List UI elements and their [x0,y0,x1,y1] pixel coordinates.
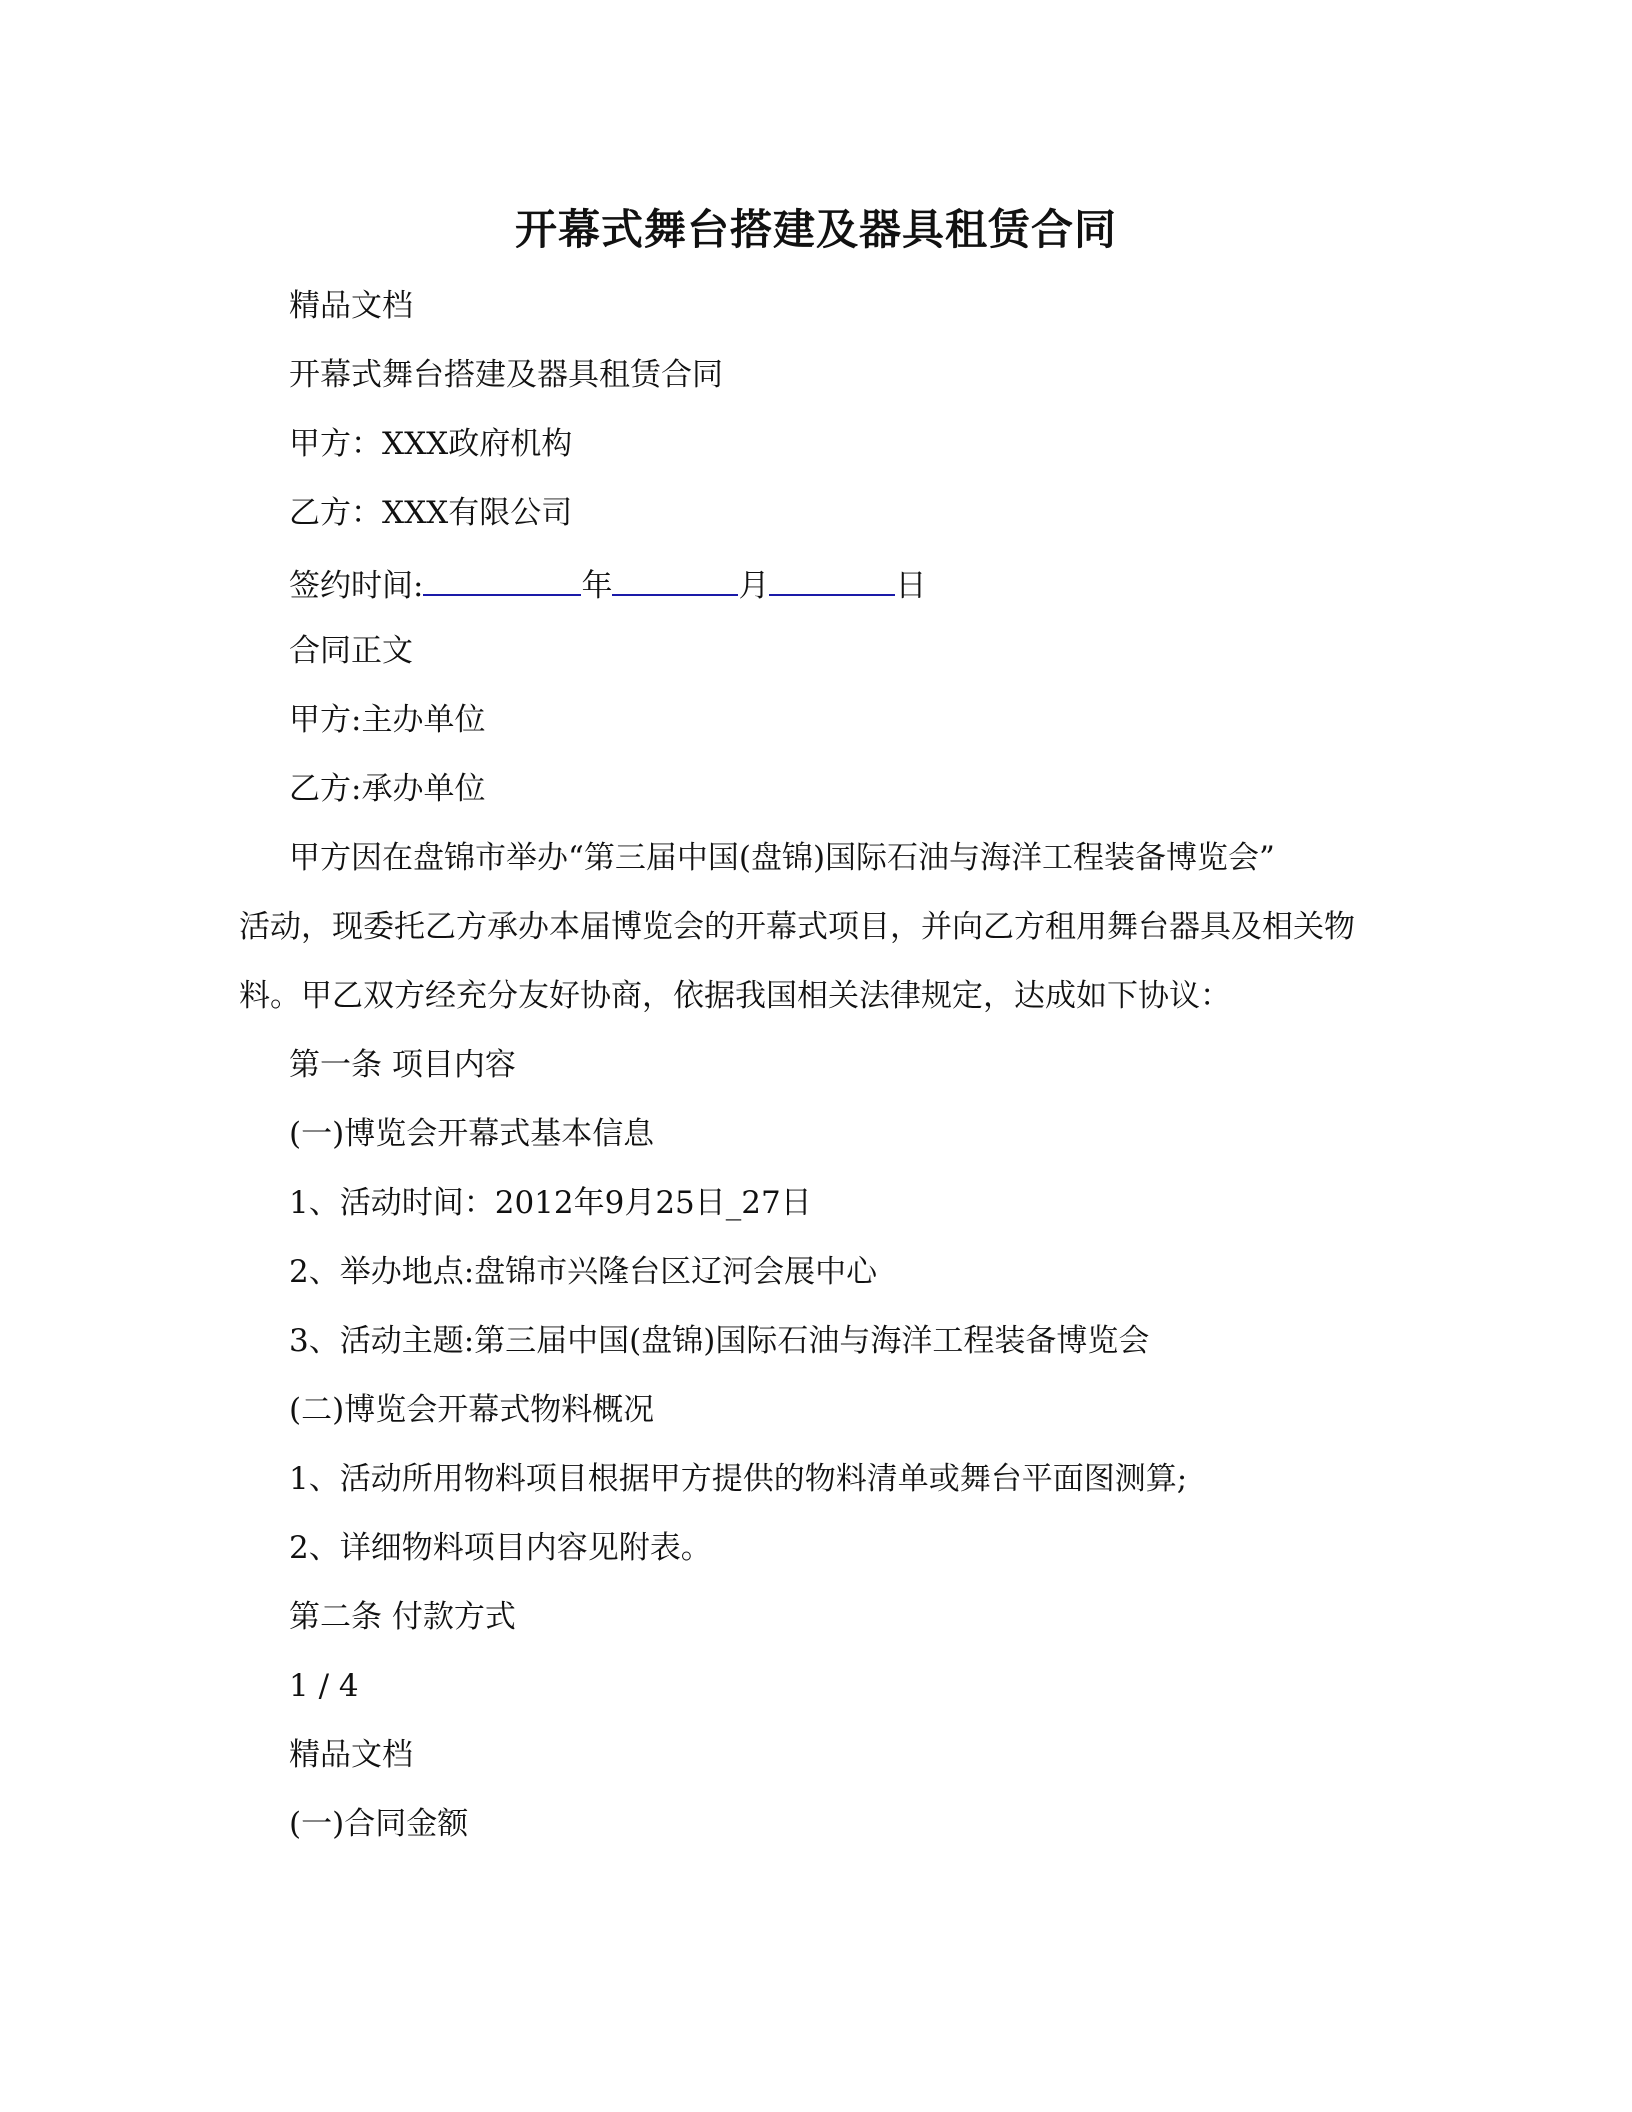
party-a: 甲方：XXX政府机构 [289,426,573,462]
document-title: 开幕式舞台搭建及器具租赁合同 [514,205,1117,254]
signing-year-blank [423,560,581,596]
signing-month-blank [612,560,738,596]
party-b-role: 乙方:承办单位 [289,771,486,807]
intro-paragraph-line-3: 料。甲乙双方经充分友好协商，依据我国相关法律规定，达成如下协议： [239,978,1231,1014]
event-place-item: 2、举办地点:盘锦市兴隆台区辽河会展中心 [289,1254,878,1290]
article-1-heading: 第一条 项目内容 [289,1047,516,1083]
header-label: 精品文档 [289,288,413,324]
signing-day-label: 日 [895,568,927,604]
party-b: 乙方：XXX有限公司 [289,495,573,531]
party-a-role: 甲方:主办单位 [289,702,486,738]
signing-label: 签约时间: [289,568,424,604]
signing-year-label: 年 [581,568,613,604]
signing-month-label: 月 [738,568,770,604]
contract-subtitle: 开幕式舞台搭建及器具租赁合同 [289,357,723,393]
body-heading: 合同正文 [289,633,413,669]
intro-paragraph-line-2: 活动，现委托乙方承办本届博览会的开幕式项目，并向乙方租用舞台器具及相关物 [239,909,1355,945]
material-item-2: 2、详细物料项目内容见附表。 [289,1530,712,1566]
event-theme-item: 3、活动主题:第三届中国(盘锦)国际石油与海洋工程装备博览会 [289,1323,1150,1359]
page-number: 1 / 4 [289,1668,359,1704]
event-time-item: 1、活动时间：2012年9月25日_27日 [289,1185,812,1221]
signing-day-blank [769,560,895,596]
article-2-heading: 第二条 付款方式 [289,1599,516,1635]
header-label-page-2: 精品文档 [289,1737,413,1773]
section-1-1-heading: (一)博览会开幕式基本信息 [289,1116,655,1152]
material-item-1: 1、活动所用物料项目根据甲方提供的物料清单或舞台平面图测算; [289,1461,1188,1497]
signing-date [289,560,926,608]
section-1-2-heading: (二)博览会开幕式物料概况 [289,1392,655,1428]
intro-paragraph-line-1: 甲方因在盘锦市举办“第三届中国(盘锦)国际石油与海洋工程装备博览会” [289,840,1275,876]
section-2-1-heading: (一)合同金额 [289,1806,469,1842]
